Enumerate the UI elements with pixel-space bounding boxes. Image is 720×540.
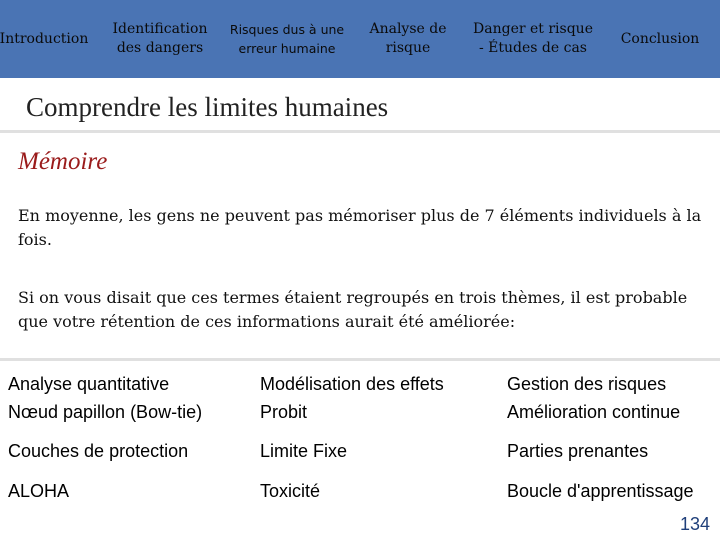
paragraph-grouping: Si on vous disait que ces termes étaient regroupés en trois thèmes, il est probable que votre rétention de ces informations aurait été améliorée: [18, 288, 688, 331]
term-cell: Modélisation des effets Probit [260, 374, 444, 422]
paragraph-memory-limit: En moyenne, les gens ne peuvent pas mémoriser plus de 7 éléments individuels à la fois. [18, 206, 702, 249]
nav-tab-conclusion[interactable]: Conclusion [620, 30, 700, 47]
nav-tab-introduction[interactable]: Introduction [0, 30, 89, 47]
term-cell: Gestion des risques Amélioration continue [507, 374, 681, 422]
term-cell: Limite Fixe [260, 441, 348, 461]
nav-tab-analyse-risque[interactable]: Analyse de risque [369, 21, 447, 56]
divider-terms [0, 358, 720, 361]
nav-tab-risques-erreur-humaine[interactable]: Risques dus à une erreur humaine [229, 22, 345, 56]
term-cell: Parties prenantes [507, 441, 649, 461]
top-navigation [0, 0, 720, 78]
nav-tab-etudes-de-cas[interactable]: Danger et risque - Études de cas [473, 21, 593, 56]
page-number: 134 [679, 514, 710, 534]
section-title: Mémoire [18, 148, 108, 175]
term-cell: ALOHA [8, 481, 70, 501]
slide-subtitle: Comprendre les limites humaines [26, 92, 389, 122]
term-cell: Toxicité [260, 481, 321, 501]
term-cell: Couches de protection [8, 441, 189, 461]
term-cell: Boucle d'apprentissage [507, 481, 694, 501]
term-cell: Analyse quantitative Nœud papillon (Bow-tie) [8, 374, 203, 422]
divider-top [0, 130, 720, 133]
nav-tab-identification-dangers[interactable]: Identification des dangers [112, 21, 208, 56]
